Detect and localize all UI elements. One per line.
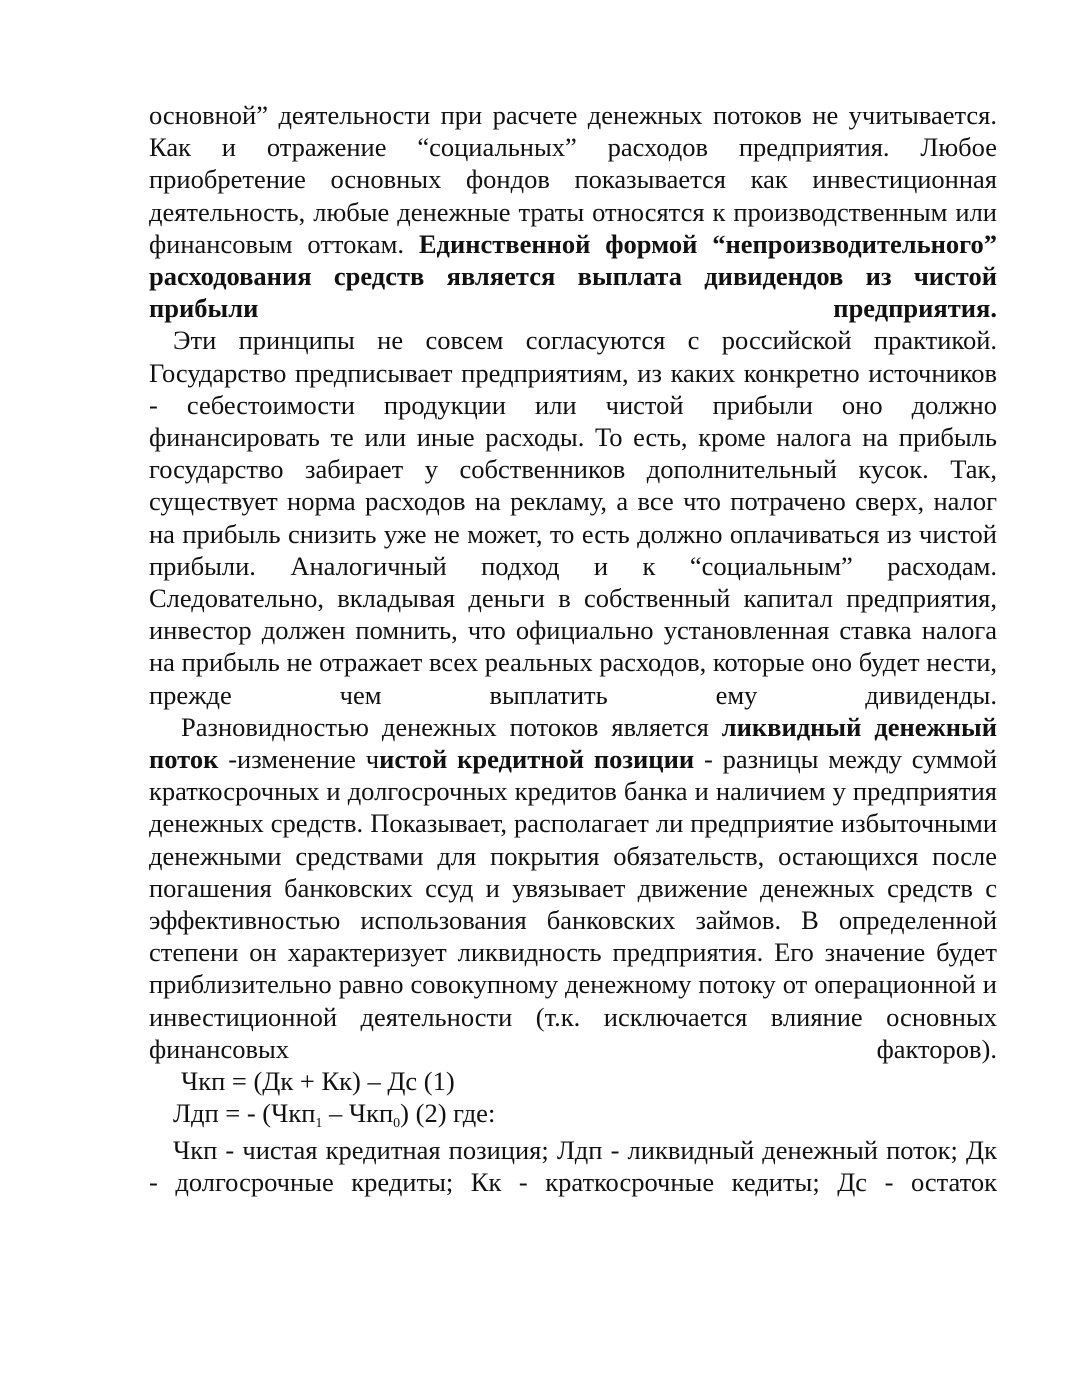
formula-1 — [149, 1065, 997, 1097]
paragraph-text-mid: -изменение ч — [218, 744, 380, 775]
formula-text: Чкп = (Дк + Кк) – Дс (1) — [181, 1066, 455, 1097]
paragraph-legend — [149, 1134, 997, 1198]
term-liquid-cash-flow: ликвидный денежный поток — [149, 711, 997, 775]
paragraph-text: Эти принципы не совсем согласуются с российской практикой. Государство предписывает предприятиям, из каких конкретно источников - себестоимости продукции или чистой прибыли оно должно финансировать те или иные расходы. То есть, кроме налога на прибыль государство забирает у собственников дополнительный кусок. Так, существует норма расходов на рекламу, а все что потрачено сверх, налог на прибыль снизить уже не может, то есть должно оплачиваться из чистой прибыли. Аналогичный подход и к “социальным” расходам. Следовательно, вкладывая деньги в собственный капитал предприятия, инвестор должен помнить, что официально установленная ставка налога на прибыль не отражает всех реальных расходов, которые оно будет нести, прежде чем выплатить ему дивиденды. — [149, 325, 997, 710]
paragraph-liquid-cash-flow — [149, 711, 997, 1065]
paragraph-text: Чкп - чистая кредитная позиция; Лдп - ликвидный денежный поток; Дк - долгосрочные кредиты; Кк - краткосрочные кедиты; Дс - остаток — [149, 1134, 997, 1197]
paragraph-bold-text: Единственной формой “непроизводительного” расходования средств является выплата дивидендов из чистой прибыли предприятия. — [149, 228, 998, 324]
formula-2 — [149, 1097, 997, 1132]
formula-subscript: 1 — [315, 1116, 323, 1132]
term-net-credit-position: истой кредитной позиции — [379, 744, 695, 775]
formula-subscript: 0 — [393, 1116, 401, 1132]
paragraph-text-rest: - разницы между суммой краткосрочных и долгосрочных кредитов банка и наличием у предприятия денежных средств. Показывает, располагает ли предприятие избыточными денежными средствами для покрытия обязательств, остающихся после погашения банковских ссуд и увязывает движение денежных средств с эффективностью использования банковских займов. В определенной степени он характеризует ликвидность предприятия. Его значение будет приблизительно равно совокупному денежному потоку от операционной и инвестиционной деятельности (т.к. исключается влияние основных финансовых факторов). — [149, 744, 998, 1064]
paragraph-text-lead: Разновидностью денежных потоков является — [181, 711, 722, 742]
formula-part: – Чкп — [322, 1098, 394, 1129]
document-page — [149, 99, 997, 1198]
formula-part: ) (2) где: — [400, 1098, 496, 1129]
formula-part: Лдп = - (Чкп — [173, 1098, 316, 1129]
paragraph-russian-practice — [149, 324, 997, 710]
paragraph-text: основной” деятельности при расчете денежных потоков не учитывается. Как и отражение “социальных” расходов предприятия. Любое приобретение основных фондов показывается как инвестиционная деятельность, любые денежные траты относятся к производственным или финансовым оттокам. — [149, 100, 997, 259]
paragraph-cash-flow-principles — [149, 99, 997, 324]
